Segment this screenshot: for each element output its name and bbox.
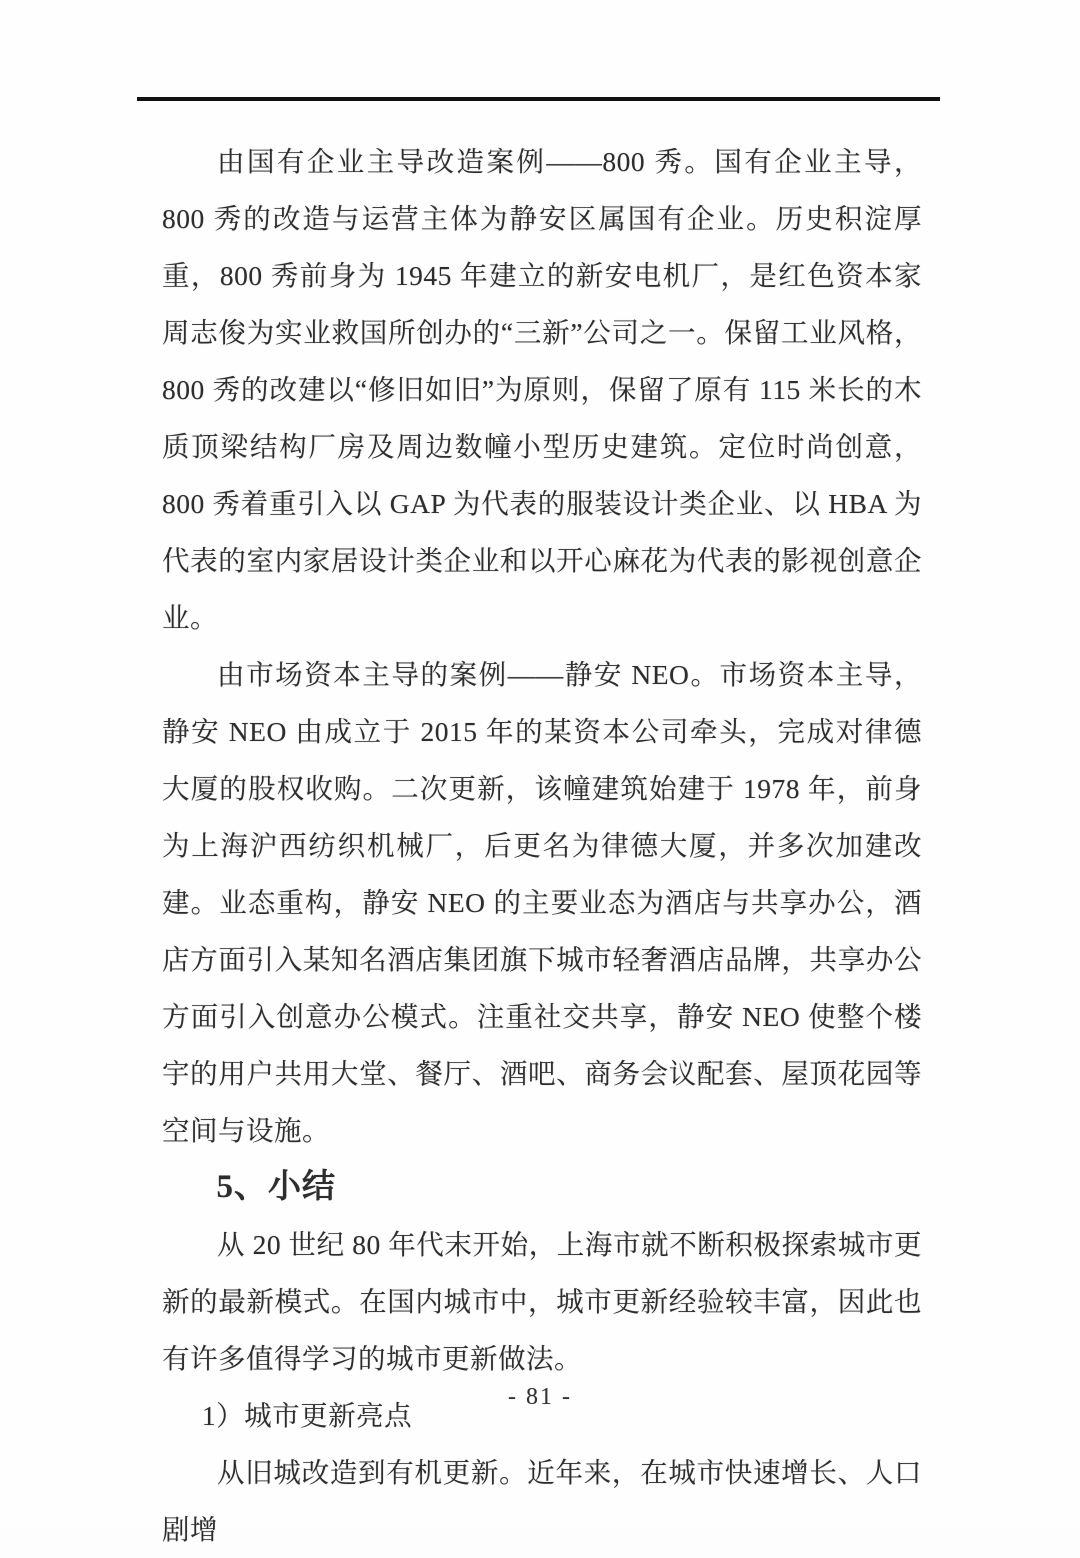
page-content <box>162 133 922 1558</box>
section-heading-summary: 5、小结 <box>216 1169 336 1205</box>
paragraph-organic-renewal: 从旧城改造到有机更新。近年来，在城市快速增长、人口剧增 <box>162 1457 922 1545</box>
header-rule <box>137 97 940 101</box>
paragraph-summary-intro: 从 20 世纪 80 年代末开始，上海市就不断积极探索城市更新的最新模式。在国内城市中，城市更新经验较丰富，因此也有许多值得学习的城市更新做法。 <box>162 1229 922 1374</box>
paragraph-soe-case: 由国有企业主导改造案例——800 秀。国有企业主导，800 秀的改造与运营主体为静安区属国有企业。历史积淀厚重，800 秀前身为 1945 年建立的新安电机厂，是红色资本家周志俊为实业救国所创办的“三新”公司之一。保留工业风格，800 秀的改建以“修旧如旧”为原则，保留了原有 115 米长的木质顶梁结构厂房及周边数幢小型历史建筑。定位时尚创意，800 秀着重引入以 GAP 为代表的服装设计类企业、以 HBA 为代表的室内家居设计类企业和以开心麻花为代表的影视创意企业。 <box>162 146 922 633</box>
page-footer <box>0 1384 1080 1411</box>
page-number: - 81 - <box>508 1384 572 1410</box>
paragraph-market-capital-case: 由市场资本主导的案例——静安 NEO。市场资本主导，静安 NEO 由成立于 2015 年的某资本公司牵头，完成对律德大厦的股权收购。二次更新，该幢建筑始建于 1978 年，前身为上海沪西纺织机械厂，后更名为律德大厦，并多次加建改建。业态重构，静安 NEO 的主要业态为酒店与共享办公，酒店方面引入某知名酒店集团旗下城市轻奢酒店品牌，共享办公方面引入创意办公模式。注重社交共享，静安 NEO 使整个楼宇的用户共用大堂、餐厅、酒吧、商务会议配套、屋顶花园等空间与设施。 <box>162 659 922 1146</box>
subheading-urban-renewal-highlights: 1）城市更新亮点 <box>201 1400 413 1431</box>
